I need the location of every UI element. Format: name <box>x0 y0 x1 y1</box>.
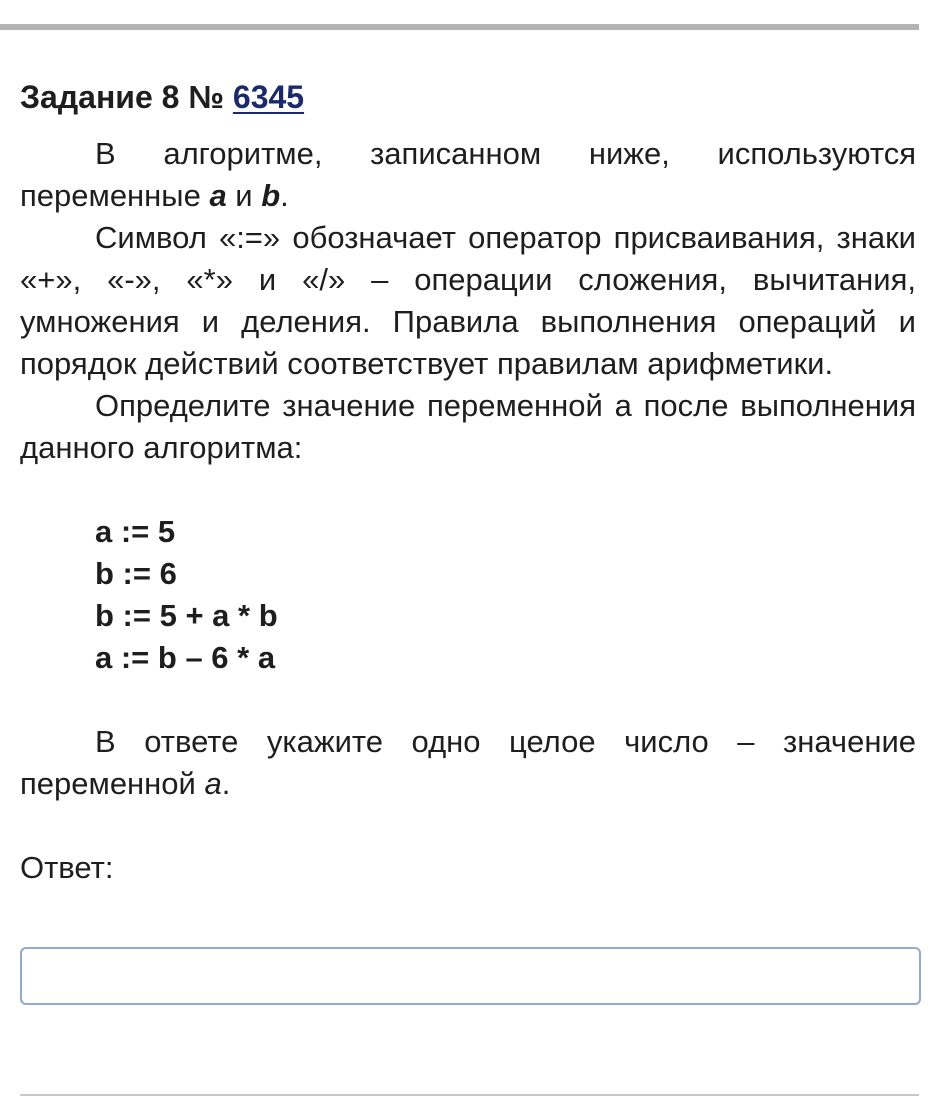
bottom-divider <box>20 1094 919 1096</box>
variable-a: a <box>209 178 227 213</box>
intro-and: и <box>226 178 262 213</box>
answer-label: Ответ: <box>20 850 114 885</box>
task-label: Задание 8 № <box>20 79 233 115</box>
operators-paragraph: Символ «:=» обозначает оператор присваивания, знаки «+», «-», «*» и «/» – операции сложения, вычитания, умножения и деления. Правила выполнения операций и порядок действий соответствует правилам арифметики. <box>20 220 916 381</box>
answer-instruction-text: В ответе укажите одно целое число – значение переменной <box>20 724 916 801</box>
answer-input[interactable] <box>20 947 921 1005</box>
code-line: a := b – 6 * a <box>95 640 276 675</box>
task-header <box>20 76 304 118</box>
answer-instruction-end: . <box>221 766 231 801</box>
intro-text: В алгоритме, записанном ниже, используются переменные <box>20 136 916 213</box>
task-number-link[interactable]: 6345 <box>232 79 305 115</box>
task-body <box>20 133 916 889</box>
variable-b: b <box>261 178 281 213</box>
top-divider <box>0 24 919 30</box>
answer-variable-a: a <box>204 766 222 801</box>
answer-instruction-paragraph <box>20 721 916 805</box>
question-paragraph: Определите значение переменной a после выполнения данного алгоритма: <box>20 388 916 465</box>
code-line: a := 5 <box>95 514 176 549</box>
intro-paragraph <box>20 133 916 217</box>
code-line: b := 6 <box>95 556 177 591</box>
intro-end: . <box>280 178 289 213</box>
code-line: b := 5 + a * b <box>95 598 278 633</box>
algorithm-code <box>20 511 916 679</box>
